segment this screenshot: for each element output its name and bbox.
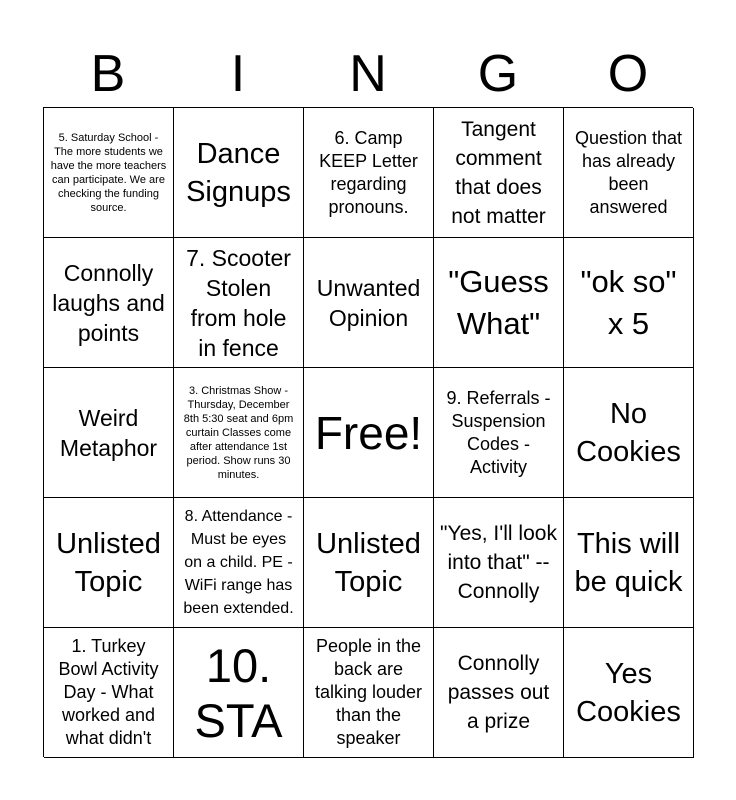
- bingo-cell[interactable]: Unlisted Topic: [44, 498, 174, 628]
- bingo-cell[interactable]: Weird Metaphor: [44, 368, 174, 498]
- bingo-cell[interactable]: Tangent comment that does not matter: [434, 108, 564, 238]
- bingo-cell[interactable]: 9. Referrals - Suspension Codes - Activity: [434, 368, 564, 498]
- free-space[interactable]: Free!: [304, 368, 434, 498]
- bingo-cell[interactable]: Dance Signups: [174, 108, 304, 238]
- header-letter-i: I: [230, 45, 246, 103]
- bingo-cell[interactable]: Connolly laughs and points: [44, 238, 174, 368]
- bingo-header: [43, 42, 693, 106]
- bingo-cell[interactable]: Unlisted Topic: [304, 498, 434, 628]
- bingo-cell[interactable]: "Yes, I'll look into that" -- Connolly: [434, 498, 564, 628]
- bingo-cell[interactable]: Yes Cookies: [564, 628, 694, 758]
- header-letter-b: B: [90, 45, 126, 103]
- bingo-cell[interactable]: "ok so" x 5: [564, 238, 694, 368]
- header-letter-n: N: [349, 45, 387, 103]
- bingo-cell[interactable]: Unwanted Opinion: [304, 238, 434, 368]
- bingo-cell[interactable]: 3. Christmas Show - Thursday, December 8th 5:30 seat and 6pm curtain Classes come after attendance 1st period. Show runs 30 minutes.: [174, 368, 304, 498]
- bingo-cell[interactable]: 8. Attendance - Must be eyes on a child. PE - WiFi range has been extended.: [174, 498, 304, 628]
- header-letter-o: O: [607, 45, 649, 103]
- bingo-board: [43, 107, 693, 757]
- bingo-cell[interactable]: 7. Scooter Stolen from hole in fence: [174, 238, 304, 368]
- bingo-cell[interactable]: Question that has already been answered: [564, 108, 694, 238]
- header-letter-g: G: [477, 45, 519, 103]
- bingo-cell[interactable]: 6. Camp KEEP Letter regarding pronouns.: [304, 108, 434, 238]
- bingo-cell[interactable]: 10. STA: [174, 628, 304, 758]
- bingo-cell[interactable]: No Cookies: [564, 368, 694, 498]
- bingo-cell[interactable]: 1. Turkey Bowl Activity Day - What worked and what didn't: [44, 628, 174, 758]
- bingo-cell[interactable]: Connolly passes out a prize: [434, 628, 564, 758]
- bingo-cell[interactable]: This will be quick: [564, 498, 694, 628]
- bingo-cell[interactable]: "Guess What": [434, 238, 564, 368]
- bingo-cell[interactable]: 5. Saturday School - The more students we have the more teachers can participate. We are checking the funding source.: [44, 108, 174, 238]
- bingo-cell[interactable]: People in the back are talking louder than the speaker: [304, 628, 434, 758]
